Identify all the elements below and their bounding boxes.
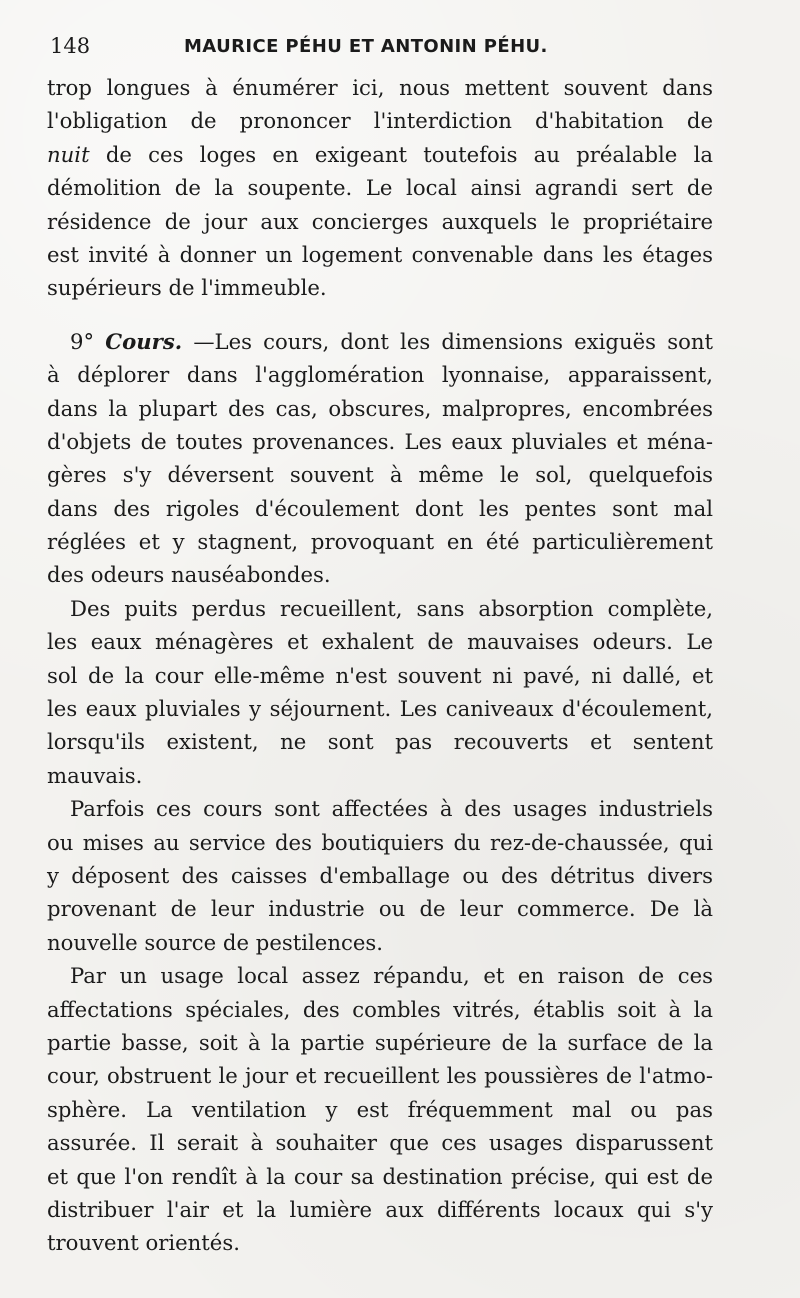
section-heading-line xyxy=(47,325,713,358)
text-line: y déposent des caisses d'emballage ou des détritus divers xyxy=(47,862,713,888)
text-line: dans des rigoles d'écoulement dont les pentes sont mal xyxy=(47,495,713,521)
text-line: l'obligation de prononcer l'interdiction d'habitation de xyxy=(47,108,713,134)
text-line: sphère. La ventilation y est fréquemment mal ou pas xyxy=(47,1096,713,1122)
text-line: trouvent orientés. xyxy=(47,1230,240,1256)
text-line: dans la plupart des cas, obscures, malpropres, encombrées xyxy=(47,395,713,421)
paragraph-5 xyxy=(47,959,713,1260)
section-number: 9° xyxy=(70,328,106,354)
paragraph-2 xyxy=(47,325,713,592)
text-line: réglées et y stagnent, provoquant en été particulièrement xyxy=(47,529,713,555)
text-line: démolition de la soupente. Le local ainsi agrandi sert de xyxy=(47,175,713,201)
text-line: provenant de leur industrie ou de leur commerce. De là xyxy=(47,896,713,922)
text-line: les eaux ménagères et exhalent de mauvaises odeurs. Le xyxy=(47,629,713,655)
text-line: gères s'y déversent souvent à même le sol, quelquefois xyxy=(47,462,713,488)
page-number: 148 xyxy=(50,34,91,58)
paragraph-4 xyxy=(47,792,713,959)
running-head xyxy=(50,34,748,60)
section-heading: Cours. xyxy=(105,328,183,354)
text-line xyxy=(47,138,713,171)
text-line: mauvais. xyxy=(47,762,143,788)
text-line: supérieurs de l'immeuble. xyxy=(47,275,327,301)
text-line: Parfois ces cours sont affectées à des usages industriels xyxy=(70,796,713,822)
text-line: partie basse, soit à la partie supérieure de la surface de la xyxy=(47,1029,713,1055)
italic-word: nuit xyxy=(47,141,90,167)
paragraph-1 xyxy=(47,71,713,305)
text-line: cour, obstruent le jour et recueillent les poussières de l'atmo- xyxy=(47,1063,713,1089)
text-line: assurée. Il serait à souhaiter que ces usages disparussent xyxy=(47,1130,713,1156)
text-line: à déplorer dans l'agglomération lyonnaise, apparaissent, xyxy=(47,362,713,388)
text-line: distribuer l'air et la lumière aux différents locaux qui s'y xyxy=(47,1196,713,1222)
text-line: affectations spéciales, des combles vitrés, établis soit à la xyxy=(47,996,713,1022)
text-line: des odeurs nauséabondes. xyxy=(47,562,331,588)
text-line: Des puits perdus recueillent, sans absorption complète, xyxy=(70,595,713,621)
running-title: MAURICE PÉHU ET ANTONIN PÉHU. xyxy=(184,36,548,57)
text-line: et que l'on rendît à la cour sa destination précise, qui est de xyxy=(47,1163,713,1189)
body-text xyxy=(47,71,713,1260)
text-line: sol de la cour elle-même n'est souvent ni pavé, ni dallé, et xyxy=(47,662,713,688)
paragraph-gap xyxy=(47,305,713,325)
text-line: trop longues à énumérer ici, nous mettent souvent dans xyxy=(47,75,713,100)
text-line-rest: —Les cours, dont les dimensions exiguës sont xyxy=(182,328,713,354)
text-line: d'objets de toutes provenances. Les eaux pluviales et ména- xyxy=(47,428,713,454)
text-line: est invité à donner un logement convenable dans les étages xyxy=(47,241,713,267)
text-line: lorsqu'ils existent, ne sont pas recouverts et sentent xyxy=(47,729,713,755)
text-line: ou mises au service des boutiquiers du rez-de-chaussée, qui xyxy=(47,829,713,855)
text-line: nouvelle source de pestilences. xyxy=(47,929,383,955)
text-line: les eaux pluviales y séjournent. Les caniveaux d'écoulement, xyxy=(47,696,713,722)
text-line-rest: de ces loges en exigeant toutefois au préalable la xyxy=(89,141,713,167)
text-line: Par un usage local assez répandu, et en raison de ces xyxy=(70,963,713,989)
paragraph-3 xyxy=(47,592,713,792)
text-line: résidence de jour aux concierges auxquels le propriétaire xyxy=(47,208,713,234)
